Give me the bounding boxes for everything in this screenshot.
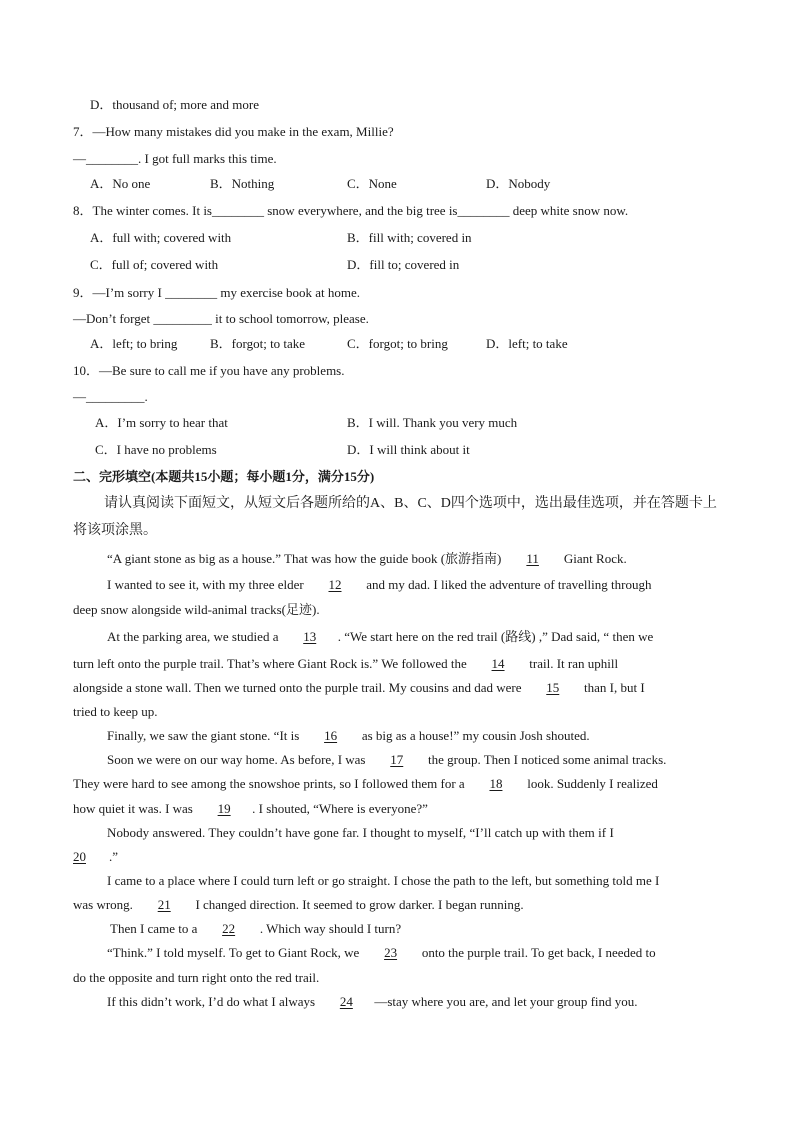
passage-text: and my dad. I liked the adventure of travelling through <box>366 577 652 592</box>
passage-text: Giant Rock. <box>563 551 627 566</box>
passage-line <box>73 849 118 865</box>
q8-option-a: A．full with; covered with <box>90 230 232 245</box>
q8-stem-c: deep white snow now. <box>509 203 629 218</box>
passage-text: alongside a stone wall. Then we turned onto the purple trail. My cousins and dad were <box>73 680 522 695</box>
passage-text: I wanted to see it, with my three elder <box>107 577 304 592</box>
passage-text: Then I came to a <box>110 921 198 936</box>
passage-text: look. Suddenly I realized <box>527 776 658 791</box>
q10-reply-dash: — <box>73 389 86 404</box>
q10-stem: 10．—Be sure to call me if you have any problems. <box>73 363 345 378</box>
q9-option-b: B．forgot; to take <box>210 336 306 351</box>
passage-text: . I shouted, “Where is everyone?” <box>252 801 428 816</box>
q7-stem: 7．—How many mistakes did you make in the exam, Millie? <box>73 124 394 139</box>
q8-blank-1: ________ <box>212 203 264 218</box>
q6-option-d: D．thousand of; more and more <box>90 97 259 112</box>
q9-option-c: C．forgot; to bring <box>347 336 448 351</box>
q7-reply-dash: — <box>73 151 86 166</box>
passage-line <box>107 945 656 961</box>
q9-line2-a: —Don’t forget <box>73 311 154 326</box>
blank-21: 21 <box>157 897 171 912</box>
q7-option-b: B．Nothing <box>210 176 275 191</box>
q10-option-b: B．I will. Thank you very much <box>347 415 518 430</box>
passage-text: “Think.” I told myself. To get to Giant Rock, we <box>107 945 360 960</box>
passage-line: Nobody answered. They couldn’t have gone far. I thought to myself, “I’ll catch up with them if I <box>107 825 614 840</box>
passage-line <box>107 728 590 744</box>
passage-text: was wrong. <box>73 897 133 912</box>
passage-text: “A giant stone as big as a house.” That was how the guide book (旅游指南) <box>107 551 502 566</box>
passage-text: Soon we were on our way home. As before, I was <box>107 752 366 767</box>
q9-stem <box>73 285 360 301</box>
q7-reply-blank: ________ <box>86 151 138 166</box>
passage-text: the group. Then I noticed some animal tracks. <box>428 752 667 767</box>
passage-text: how quiet it was. I was <box>73 801 193 816</box>
passage-text: . “We start here on the red trail (路线) ,” Dad said, “ then we <box>337 629 654 644</box>
blank-17: 17 <box>390 752 404 767</box>
passage-line: do the opposite and turn right onto the red trail. <box>73 970 320 985</box>
q8-option-c: C．full of; covered with <box>90 257 219 272</box>
passage-text: as big as a house!” my cousin Josh shouted. <box>361 728 590 743</box>
passage-line <box>73 776 658 792</box>
blank-14: 14 <box>491 656 505 671</box>
passage-text: turn left onto the purple trail. That’s where Giant Rock is.” We followed the <box>73 656 467 671</box>
passage-text: I changed direction. It seemed to grow darker. I began running. <box>195 897 524 912</box>
q10-option-c: C．I have no problems <box>95 442 217 457</box>
blank-15: 15 <box>546 680 560 695</box>
q9-line-2 <box>73 311 369 327</box>
section-instruction-2: 将该项涂黑。 <box>73 523 157 538</box>
blank-19: 19 <box>217 801 231 816</box>
passage-text: . Which way should I turn? <box>259 921 402 936</box>
q10-reply-end: . <box>144 389 148 404</box>
q8-stem-b: snow everywhere, and the big tree is <box>264 203 458 218</box>
passage-line: I came to a place where I could turn left or go straight. I chose the path to the left, but something told me I <box>107 873 660 888</box>
passage-text: onto the purple trail. To get back, I needed to <box>421 945 656 960</box>
q10-option-a: A．I’m sorry to hear that <box>95 415 228 430</box>
q9-option-d: D．left; to take <box>486 336 568 351</box>
section-heading: 二、完形填空(本题共15小题；每小题1分，满分15分) <box>73 469 375 484</box>
passage-text: At the parking area, we studied a <box>107 629 279 644</box>
passage-text: —stay where you are, and let your group find you. <box>374 994 638 1009</box>
blank-20: 20 <box>73 849 86 864</box>
passage-text: They were hard to see among the snowshoe prints, so I followed them for a <box>73 776 465 791</box>
passage-line <box>107 577 651 593</box>
blank-11: 11 <box>526 551 539 566</box>
q9-blank-1: ________ <box>165 285 218 300</box>
q7-option-d: D．Nobody <box>486 176 551 191</box>
passage-line <box>107 752 666 768</box>
q8-stem-a: 8．The winter comes. It is <box>73 203 212 218</box>
q10-reply <box>73 389 148 405</box>
passage-text: than I, but I <box>584 680 645 695</box>
passage-line: tried to keep up. <box>73 704 158 719</box>
q10-option-d: D．I will think about it <box>347 442 470 457</box>
passage-line: deep snow alongside wild-animal tracks(足迹). <box>73 602 320 617</box>
passage-line <box>73 680 645 696</box>
passage-text: trail. It ran uphill <box>529 656 619 671</box>
q7-option-a: A．No one <box>90 176 151 191</box>
blank-16: 16 <box>324 728 338 743</box>
passage-line <box>73 801 428 817</box>
q9-stem-b: my exercise book at home. <box>217 285 361 300</box>
blank-12: 12 <box>328 577 342 592</box>
passage-line <box>107 629 653 645</box>
q8-stem <box>73 203 628 219</box>
q9-option-a: A．left; to bring <box>90 336 178 351</box>
passage-text: .” <box>109 849 119 864</box>
section-instruction-1: 请认真阅读下面短文，从短文后各题所给的A、B、C、D四个选项中，选出最佳选项，并在答题卡上 <box>104 496 717 511</box>
q9-stem-a: 9．—I’m sorry I <box>73 285 166 300</box>
q8-option-b: B．fill with; covered in <box>347 230 472 245</box>
passage-text: Finally, we saw the giant stone. “It is <box>107 728 300 743</box>
passage-line <box>73 897 524 913</box>
blank-22: 22 <box>222 921 236 936</box>
q7-option-c: C．None <box>347 176 397 191</box>
blank-18: 18 <box>489 776 503 791</box>
passage-line <box>107 994 638 1010</box>
q9-line2-b: it to school tomorrow, please. <box>211 311 369 326</box>
blank-13: 13 <box>303 629 317 644</box>
q10-reply-blank: _________ <box>86 389 145 404</box>
q7-reply <box>73 151 277 167</box>
passage-text: If this didn’t work, I’d do what I always <box>107 994 316 1009</box>
q9-blank-2: _________ <box>153 311 212 326</box>
q7-reply-text: . I got full marks this time. <box>138 151 277 166</box>
q8-blank-2: ________ <box>457 203 510 218</box>
blank-23: 23 <box>384 945 398 960</box>
passage-line <box>110 921 401 937</box>
q8-option-d: D．fill to; covered in <box>347 257 460 272</box>
passage-line <box>73 656 618 672</box>
blank-24: 24 <box>339 994 353 1009</box>
passage-line <box>107 551 627 567</box>
